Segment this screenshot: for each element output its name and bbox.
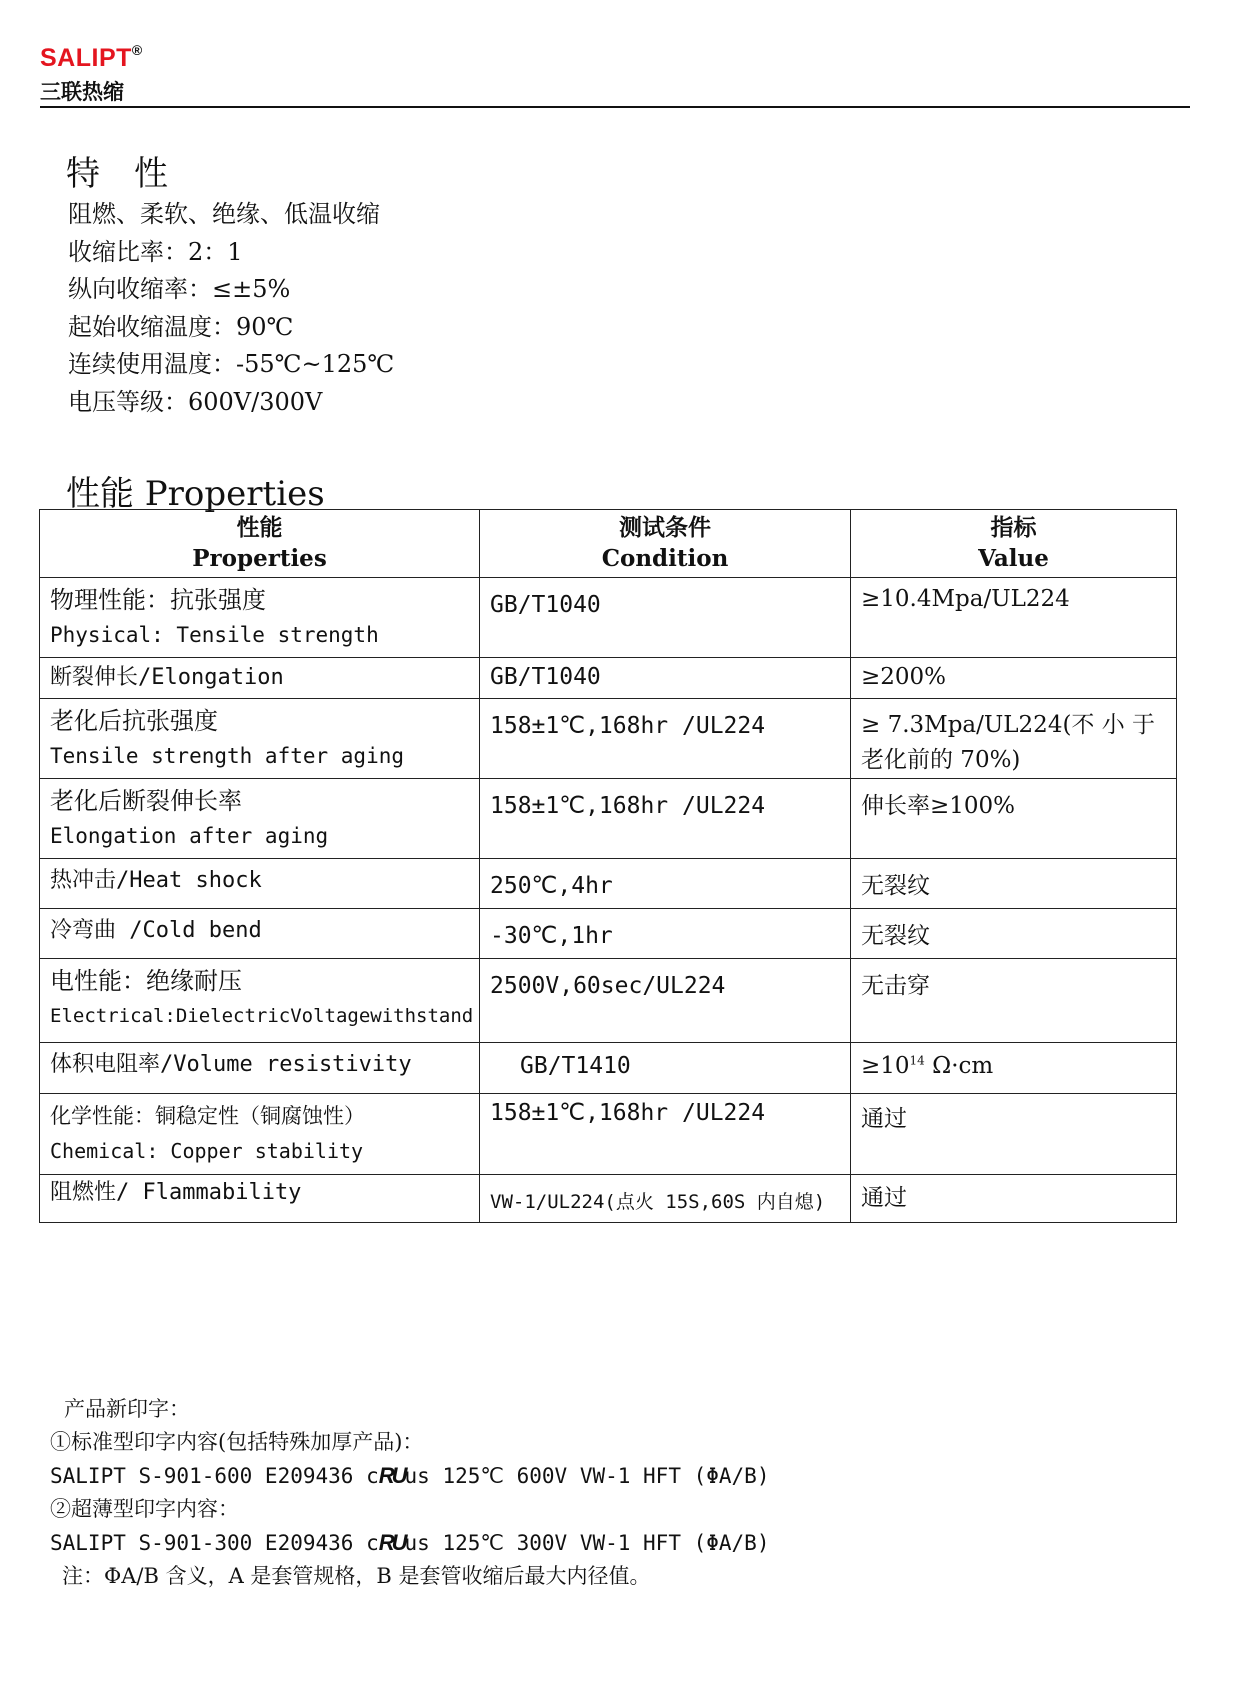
value-cell: 通过 [851,1175,1177,1223]
feature-line: 纵向收缩率：≤±5% [68,275,291,303]
value-cell: 无裂纹 [851,909,1177,959]
table-row [40,658,1177,699]
table-row [40,859,1177,909]
condition-cell: 158±1℃,168hr /UL224 [480,779,851,859]
table-row [40,909,1177,959]
feature-line: 起始收缩温度：90℃ [68,312,294,341]
table-row [40,1175,1177,1223]
condition-cell: 2500V,60sec/UL224 [480,959,851,1043]
properties-table [39,509,1177,1223]
standard-printing-text: SALIPT S-901-600 E209436 cRUus 125℃ 600V VW-1 HFT (ΦA/B) [50,1459,769,1493]
brand-chinese-name: 三联热缩 [40,80,124,104]
features-title: 特 性 [66,154,168,194]
brand-logo: SALIPT® [40,42,143,72]
condition-cell: 158±1℃,168hr /UL224 [480,699,851,779]
table-row [40,578,1177,658]
table-row [40,779,1177,859]
column-header-properties: 性能 Properties [40,510,480,578]
printing-title: 产品新印字： [64,1397,190,1421]
printing-note: 注：ΦA/B 含义，A 是套管规格，B 是套管收缩后最大内径值。 [62,1564,651,1588]
page-header [40,44,1190,108]
registered-mark: ® [131,42,143,58]
condition-cell: 250℃,4hr [480,859,851,909]
property-cell: 老化后抗张强度 Tensile strength after aging [40,699,480,779]
property-cell: 物理性能：抗张强度 Physical: Tensile strength [40,578,480,658]
table-row [40,699,1177,779]
property-cell: 阻燃性/ Flammability [40,1175,480,1223]
value-cell: 伸长率≥100% [851,779,1177,859]
feature-line: 电压等级：600V/300V [68,387,323,416]
thin-printing-text: SALIPT S-901-300 E209436 cRUus 125℃ 300V VW-1 HFT (ΦA/B) [50,1526,769,1560]
condition-cell: GB/T1040 [480,658,851,699]
table-row [40,959,1177,1043]
property-cell: 化学性能：铜稳定性（铜腐蚀性） Chemical: Copper stability [40,1094,480,1175]
ul-recognized-logo: RU [378,1463,405,1488]
thin-printing-label: ②超薄型印字内容： [50,1497,239,1521]
value-cell: ≥ 7.3Mpa/UL224(不 小 于 老化前的 70%) [851,699,1177,779]
condition-cell: GB/T1040 [480,578,851,658]
value-cell: ≥10.4Mpa/UL224 [851,578,1177,658]
value-cell: 通过 [851,1094,1177,1175]
value-cell: $\ge 10^{14}$ Ω·cm [851,1043,1177,1094]
table-row [40,1043,1177,1094]
value-cell: 无击穿 [851,959,1177,1043]
property-cell: 冷弯曲 /Cold bend [40,909,480,959]
feature-line: 收缩比率：2：1 [68,237,243,266]
condition-cell: -30℃,1hr [480,909,851,959]
properties-title: 性能 Properties [66,474,325,514]
table-header-row [40,510,1177,578]
table-row [40,1094,1177,1175]
property-cell: 体积电阻率/Volume resistivity [40,1043,480,1094]
value-cell: ≥200% [851,658,1177,699]
property-cell: 断裂伸长/Elongation [40,658,480,699]
property-cell: 电性能：绝缘耐压 Electrical:DielectricVoltagewithstand [40,959,480,1043]
property-cell: 热冲击/Heat shock [40,859,480,909]
printing-section [50,1393,769,1593]
value-cell: 无裂纹 [851,859,1177,909]
feature-line: 连续使用温度：-55℃~125℃ [68,350,395,378]
feature-line: 阻燃、柔软、绝缘、低温收缩 [68,200,380,228]
property-cell: 老化后断裂伸长率 Elongation after aging [40,779,480,859]
features-list [68,196,394,421]
condition-cell: 158±1℃,168hr /UL224 [480,1094,851,1175]
condition-cell: VW-1/UL224(点火 15S,60S 内自熄) [480,1175,851,1223]
column-header-condition: 测试条件 Condition [480,510,851,578]
column-header-value: 指标 Value [851,510,1177,578]
condition-cell: GB/T1410 [480,1043,851,1094]
ul-recognized-logo: RU [378,1530,405,1555]
standard-printing-label: ①标准型印字内容(包括特殊加厚产品)： [50,1430,424,1454]
